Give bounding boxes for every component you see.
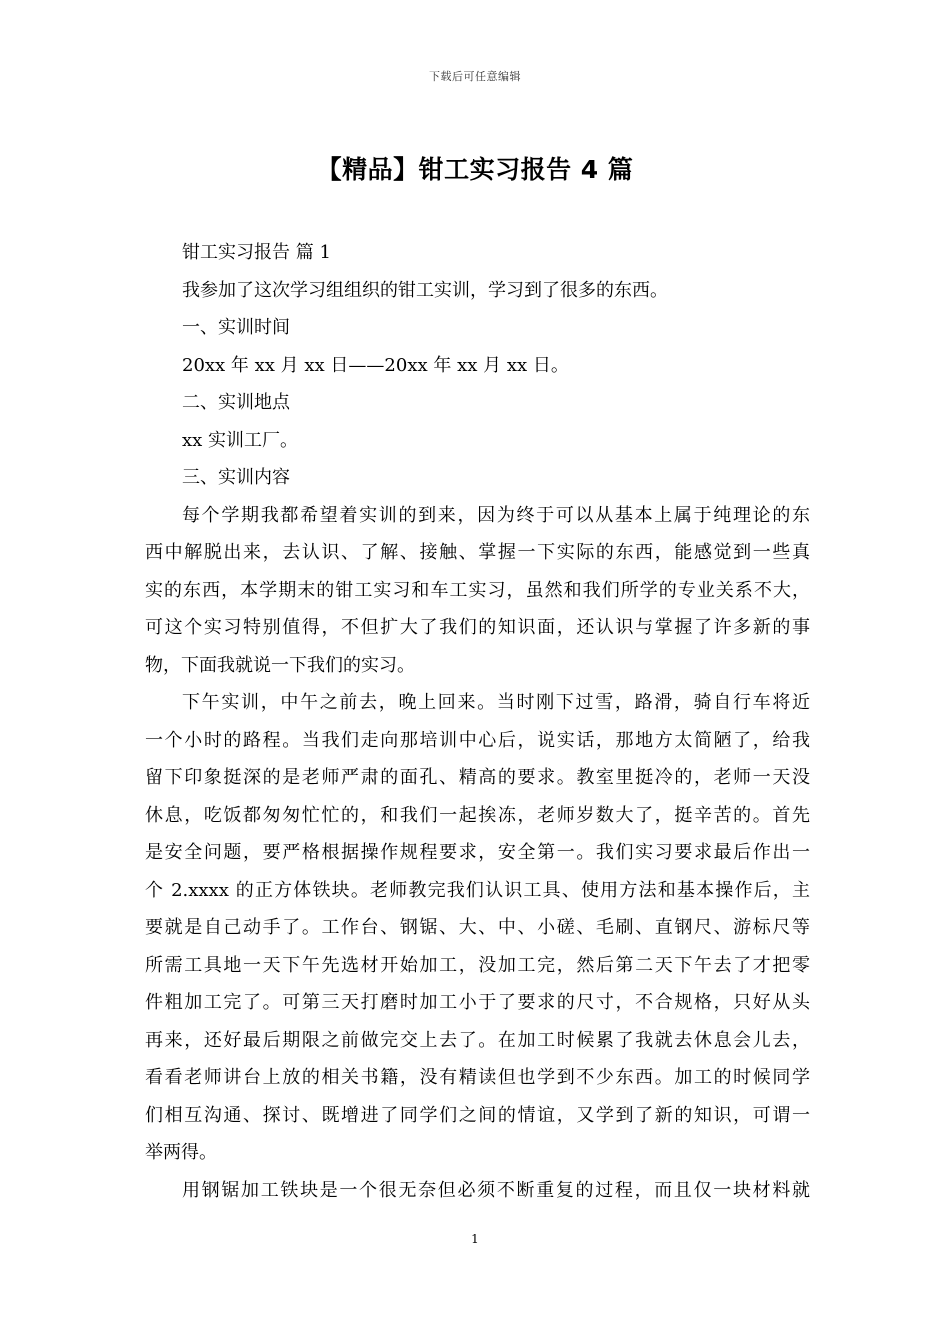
body-line: xx 实训工厂。 xyxy=(182,429,299,451)
body-line: 钳工实习报告 篇 1 xyxy=(182,242,331,263)
header-note: 下载后可任意编辑 xyxy=(429,70,521,83)
body-line: 们相互沟通、探讨、既增进了同学们之间的情谊，又学到了新的知识，可谓一 xyxy=(145,1104,810,1126)
document-body xyxy=(145,234,810,1209)
body-line: 西中解脱出来，去认识、了解、接触、掌握一下实际的东西，能感觉到一些真 xyxy=(145,542,810,563)
body-line: 我参加了这次学习组组织的钳工实训，学习到了很多的东西。 xyxy=(182,279,668,301)
body-line: 所需工具地一天下午先选材开始加工，没加工完，然后第二天下午去了才把零 xyxy=(145,954,810,976)
body-line: 看看老师讲台上放的相关书籍，没有精读但也学到不少东西。加工的时候同学 xyxy=(145,1067,810,1088)
document-title: 【精品】钳工实习报告 4 篇 xyxy=(316,155,634,184)
body-line: 举两得。 xyxy=(145,1142,217,1163)
body-line: 是安全问题，要严格根据操作规程要求，安全第一。我们实习要求最后作出一 xyxy=(145,842,810,863)
body-line: 用钢锯加工铁块是一个很无奈但必须不断重复的过程，而且仅一块材料就 xyxy=(182,1179,810,1201)
body-line: 物，下面我就说一下我们的实习。 xyxy=(145,654,415,676)
body-line: 件粗加工完了。可第三天打磨时加工小于了要求的尺寸，不合规格，只好从头 xyxy=(145,992,810,1013)
body-line: 休息，吃饭都匆匆忙忙的，和我们一起挨冻，老师岁数大了，挺辛苦的。首先 xyxy=(145,804,810,826)
page-number: 1 xyxy=(471,1232,479,1246)
body-line: 一、实训时间 xyxy=(182,317,290,338)
body-line: 个 2.xxxx 的正方体铁块。老师教完我们认识工具、使用方法和基本操作后，主 xyxy=(145,879,810,901)
body-line: 每个学期我都希望着实训的到来，因为终于可以从基本上属于纯理论的东 xyxy=(182,504,810,526)
body-line: 实的东西，本学期末的钳工实习和车工实习，虽然和我们所学的专业关系不大， xyxy=(145,579,810,601)
body-line: 再来，还好最后期限之前做完交上去了。在加工时候累了我就去休息会儿去， xyxy=(145,1029,810,1051)
body-line: 留下印象挺深的是老师严肃的面孔、精高的要求。教室里挺冷的，老师一天没 xyxy=(145,767,810,788)
body-line: 二、实训地点 xyxy=(182,392,290,413)
body-line: 可这个实习特别值得，不但扩大了我们的知识面，还认识与掌握了许多新的事 xyxy=(145,617,810,638)
body-line: 三、实训内容 xyxy=(182,467,290,488)
body-line: 一个小时的路程。当我们走向那培训中心后，说实话，那地方太简陋了，给我 xyxy=(145,729,810,751)
body-line: 要就是自己动手了。工作台、钢锯、大、中、小磋、毛刷、直钢尺、游标尺等 xyxy=(145,917,810,938)
body-line: 下午实训，中午之前去，晚上回来。当时刚下过雪，路滑，骑自行车将近 xyxy=(182,692,810,713)
body-line: 20xx 年 xx 月 xx 日——20xx 年 xx 月 xx 日。 xyxy=(182,354,569,376)
